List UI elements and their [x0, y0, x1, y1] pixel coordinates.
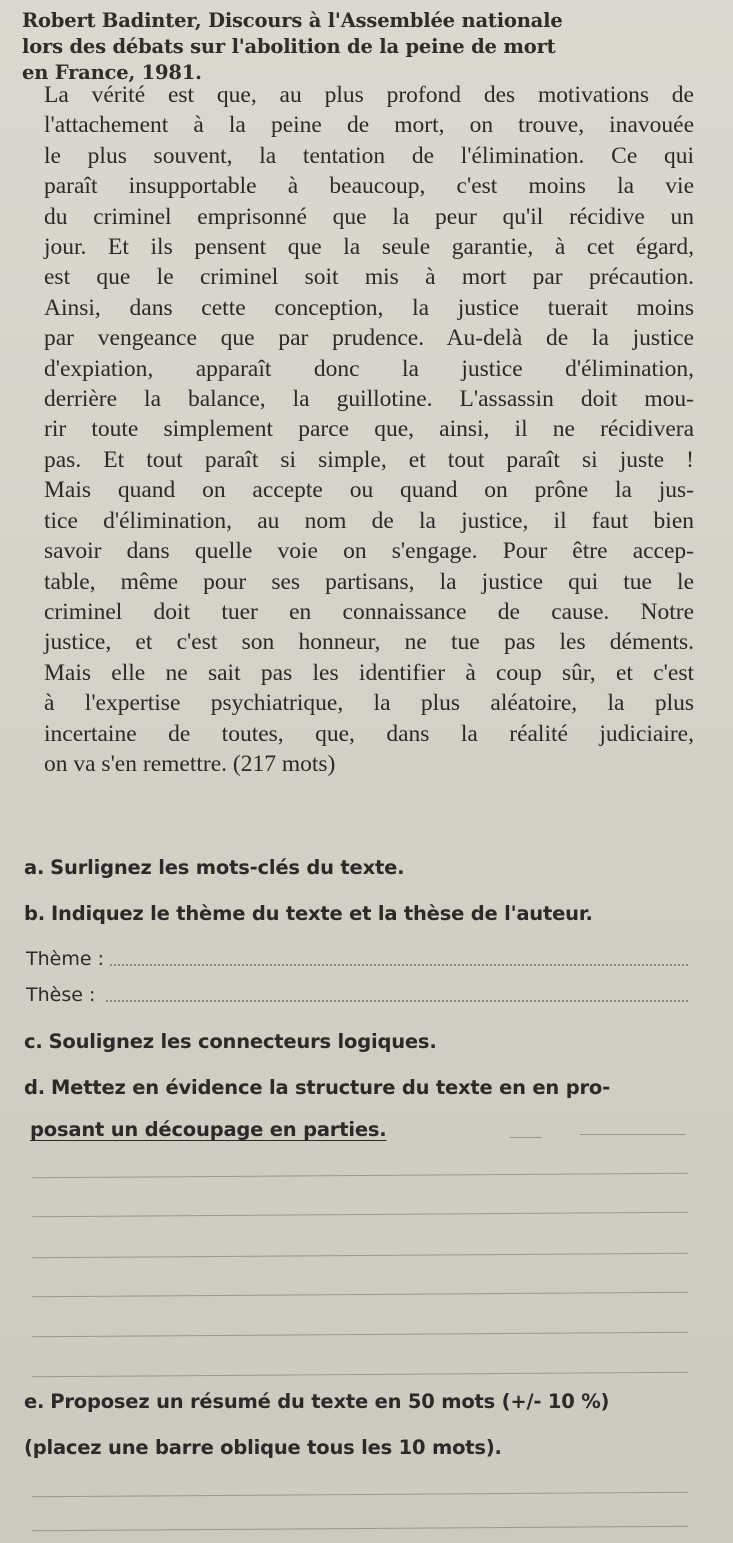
- question-d-continuation: posant un découpage en parties.: [30, 1118, 387, 1141]
- passage-line: est que le criminel soit mis à mort par précaution.: [44, 264, 694, 291]
- passage-line: on va s'en remettre. (217 mots): [44, 750, 336, 777]
- passage-line: Mais elle ne sait pas les identifier à coup sûr, et c'est: [44, 659, 694, 686]
- passage-line: paraît insupportable à beaucoup, c'est moins la vie: [44, 173, 694, 200]
- passage-line: tice d'élimination, au nom de la justice, il faut bien: [44, 507, 694, 534]
- passage-line: criminel doit tuer en connaissance de cause. Notre: [44, 598, 694, 625]
- these-answer-line[interactable]: [106, 1000, 688, 1002]
- answer-line[interactable]: [32, 1492, 688, 1498]
- question-letter: e.: [24, 1390, 45, 1413]
- passage-line: justice, et c'est son honneur, ne tue pas les déments.: [44, 629, 694, 656]
- passage-line: rir toute simplement parce que, ainsi, il ne récidivera: [44, 416, 694, 443]
- answer-line[interactable]: [32, 1253, 688, 1259]
- answer-line[interactable]: [32, 1332, 688, 1338]
- question-text: Proposez un résumé du texte en 50 mots (+/- 10 %): [50, 1390, 610, 1413]
- question-letter: b.: [24, 902, 45, 925]
- passage-line: La vérité est que, au plus profond des motivations de: [44, 82, 694, 108]
- question-a: [24, 856, 404, 879]
- passage-line: le plus souvent, la tentation de l'élimination. Ce qui: [44, 142, 694, 169]
- question-e: [24, 1390, 609, 1413]
- question-letter: a.: [24, 856, 45, 879]
- passage-line: Ainsi, dans cette conception, la justice tuerait moins: [44, 294, 694, 321]
- passage-line: l'attachement à la peine de mort, on trouve, inavouée: [44, 112, 694, 139]
- passage-line: savoir dans quelle voie on s'engage. Pour être accep-: [44, 538, 694, 565]
- theme-answer-line[interactable]: [110, 964, 688, 966]
- answer-line[interactable]: [580, 1134, 686, 1135]
- source-line: en France, 1981.: [22, 61, 202, 84]
- these-label: Thèse :: [26, 984, 96, 1006]
- passage-line: jour. Et ils pensent que la seule garantie, à cet égard,: [44, 234, 694, 261]
- answer-line[interactable]: [32, 1526, 688, 1532]
- question-c: [24, 1030, 437, 1053]
- answer-line[interactable]: [32, 1372, 688, 1378]
- passage-line: d'expiation, apparaît donc la justice d'élimination,: [44, 355, 694, 382]
- question-d: [24, 1076, 610, 1099]
- question-letter: c.: [24, 1030, 43, 1053]
- text-passage: [44, 80, 694, 779]
- answer-line[interactable]: [32, 1292, 688, 1298]
- question-e-continuation: (placez une barre oblique tous les 10 mots).: [24, 1436, 502, 1459]
- answer-line[interactable]: [32, 1173, 688, 1179]
- question-b: [24, 902, 593, 925]
- passage-line: Mais quand on accepte ou quand on prône la jus-: [44, 477, 694, 504]
- passage-line: à l'expertise psychiatrique, la plus aléatoire, la plus: [44, 690, 694, 717]
- source-citation: [22, 8, 722, 86]
- passage-line: par vengeance que par prudence. Au-delà de la justice: [44, 325, 694, 352]
- theme-label: Thème :: [26, 948, 104, 970]
- source-line: lors des débats sur l'abolition de la peine de mort: [22, 35, 556, 58]
- question-text: Surlignez les mots-clés du texte.: [50, 856, 405, 879]
- passage-line: incertaine de toutes, que, dans la réalité judiciaire,: [44, 720, 694, 747]
- question-text: Indiquez le thème du texte et la thèse de l'auteur.: [50, 902, 593, 925]
- question-text: Soulignez les connecteurs logiques.: [48, 1030, 437, 1053]
- passage-line: du criminel emprisonné que la peur qu'il récidive un: [44, 203, 694, 230]
- passage-line: pas. Et tout paraît si simple, et tout paraît si juste !: [44, 446, 694, 473]
- question-text: Mettez en évidence la structure du texte en en pro-: [50, 1076, 610, 1099]
- answer-line[interactable]: [32, 1212, 688, 1218]
- passage-line: derrière la balance, la guillotine. L'assassin doit mou-: [44, 386, 694, 413]
- question-letter: d.: [24, 1076, 45, 1099]
- source-line: Robert Badinter, Discours à l'Assemblée nationale: [22, 9, 563, 32]
- answer-line[interactable]: [510, 1137, 542, 1138]
- passage-line: table, même pour ses partisans, la justice qui tue le: [44, 568, 694, 595]
